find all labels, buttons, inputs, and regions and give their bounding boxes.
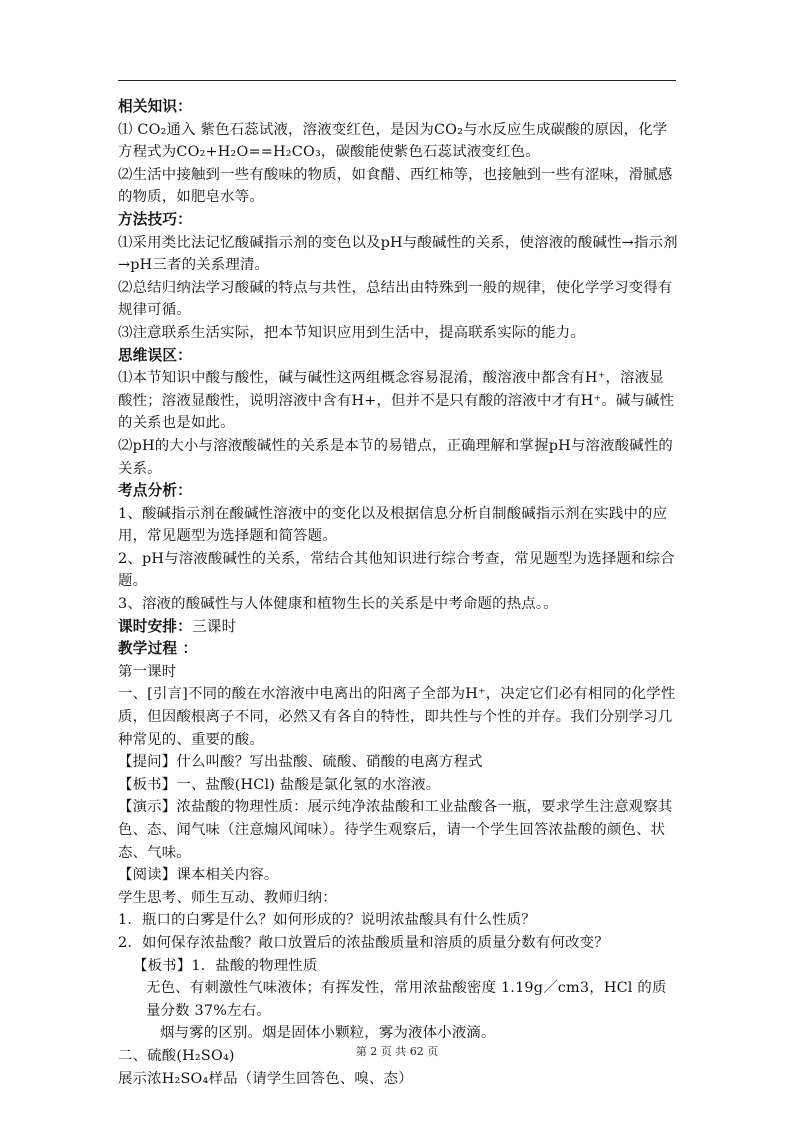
paragraph-exam-2: 2、pH与溶液酸碱性的关系，常结合其他知识进行综合考查，常见题型为选择题和综合题。	[118, 550, 675, 590]
paragraph-misconceptions-2: ⑵pH的大小与溶液酸碱性的关系是本节的易错点，正确理解和掌握pH与溶液酸碱性的关系。	[118, 437, 673, 477]
hcl-properties: 无色、有刺激性气味液体；有挥发性，常用浓盐酸密度 1.19g／cm3，HCl 的质量分数 37%左右。	[146, 980, 667, 1019]
paragraph-think: 学生思考、师生互动、教师归纳：	[118, 889, 337, 906]
paragraph-board-1: 【板书】一、盐酸(HCl) 盐酸是氯化氢的水溶液。	[118, 776, 441, 793]
paragraph-intro: 一、[引言]不同的酸在水溶液中电离出的阳离子全部为H⁺，决定它们必有相同的化学性质，但因酸根离子不同，必然又有各自的特性，即共性与个性的并存。我们分别学习几种常见的、重要的酸。	[118, 686, 676, 748]
paragraph-misconceptions-1: ⑴本节知识中酸与酸性，碱与碱性这两组概念容易混淆，酸溶液中都含有H⁺，溶液显酸性；溶液显酸性，说明溶液中含有H+，但并不是只有酸的溶液中才有H⁺。碱与碱性的关系也是如此。	[118, 370, 675, 432]
schedule-line	[118, 616, 678, 639]
paragraph-related-1: ⑴ CO₂通入 紫色石蕊试液，溶液变红色，是因为CO₂与水反应生成碳酸的原因，化学方程式为CO₂+H₂O==H₂CO₃，碳酸能使紫色石蕊试液变红色。	[118, 121, 668, 161]
sulfuric-acid-heading: 二、硫酸(H₂SO₄)	[118, 1047, 235, 1064]
paragraph-question: 【提问】什么叫酸？写出盐酸、硫酸、硝酸的电离方程式	[118, 754, 483, 771]
page-number-footer: 第 2 页 共 62 页	[355, 1045, 439, 1058]
paragraph-exam-1: 1、酸碱指示剂在酸碱性溶液中的变化以及根据信息分析自制酸碱指示剂在实践中的应用，常见题型为选择题和简答题。	[118, 505, 668, 545]
paragraph-methods-2: ⑵总结归纳法学习酸碱的特点与共性，总结出由特殊到一般的规律，使化学学习变得有规律可循。	[118, 279, 673, 319]
header-rule	[118, 80, 676, 81]
smoke-vs-fog: 烟与雾的区别。烟是固体小颗粒，雾为液体小液滴。	[160, 1025, 496, 1042]
question-1: 1．瓶口的白雾是什么？如何形成的？说明浓盐酸具有什么性质？	[118, 912, 536, 929]
paragraph-exam-3: 3、溶液的酸碱性与人体健康和植物生长的关系是中考命题的热点。。	[118, 596, 558, 613]
board-2: 【板书】1．盐酸的物理性质	[133, 957, 318, 974]
section-heading-process: 教学过程 ：	[118, 640, 198, 658]
lesson-1-title: 第一课时	[118, 663, 177, 680]
question-2: 2．如何保存浓盐酸？敞口放置后的浓盐酸质量和溶质的质量分数有何改变？	[118, 934, 609, 951]
paragraph-related-2: ⑵生活中接触到一些有酸味的物质，如食醋、西红柿等，也接触到一些有涩味，滑腻感的物质，如肥皂水等。	[118, 166, 673, 206]
paragraph-methods-3: ⑶注意联系生活实际，把本节知识应用到生活中，提高联系实际的能力。	[118, 324, 585, 341]
sulfuric-show: 展示浓H₂SO₄样品（请学生回答色、嗅、态）	[118, 1070, 413, 1087]
section-heading-misconceptions: 思维误区：	[118, 346, 192, 364]
paragraph-read: 【阅读】课本相关内容。	[118, 867, 279, 884]
paragraph-demo: 【演示】浓盐酸的物理性质：展示纯净浓盐酸和工业盐酸各一瓶，要求学生注意观察其色、态、闻气味（注意煽风闻味）。待学生观察后，请一个学生回答浓盐酸的颜色、状态、气味。	[118, 799, 673, 861]
section-heading-exam-points: 考点分析：	[118, 482, 192, 500]
schedule-value: 三课时	[191, 617, 237, 635]
section-heading-related-knowledge: 相关知识：	[118, 98, 192, 115]
section-heading-schedule: 课时安排：	[118, 617, 192, 635]
paragraph-methods-1: ⑴采用类比法记忆酸碱指示剂的变色以及pH与酸碱性的关系，使溶液的酸碱性→指示剂→pH三者的关系理清。	[118, 234, 678, 274]
document-body	[118, 96, 678, 1090]
section-heading-methods: 方法技巧：	[118, 210, 192, 228]
